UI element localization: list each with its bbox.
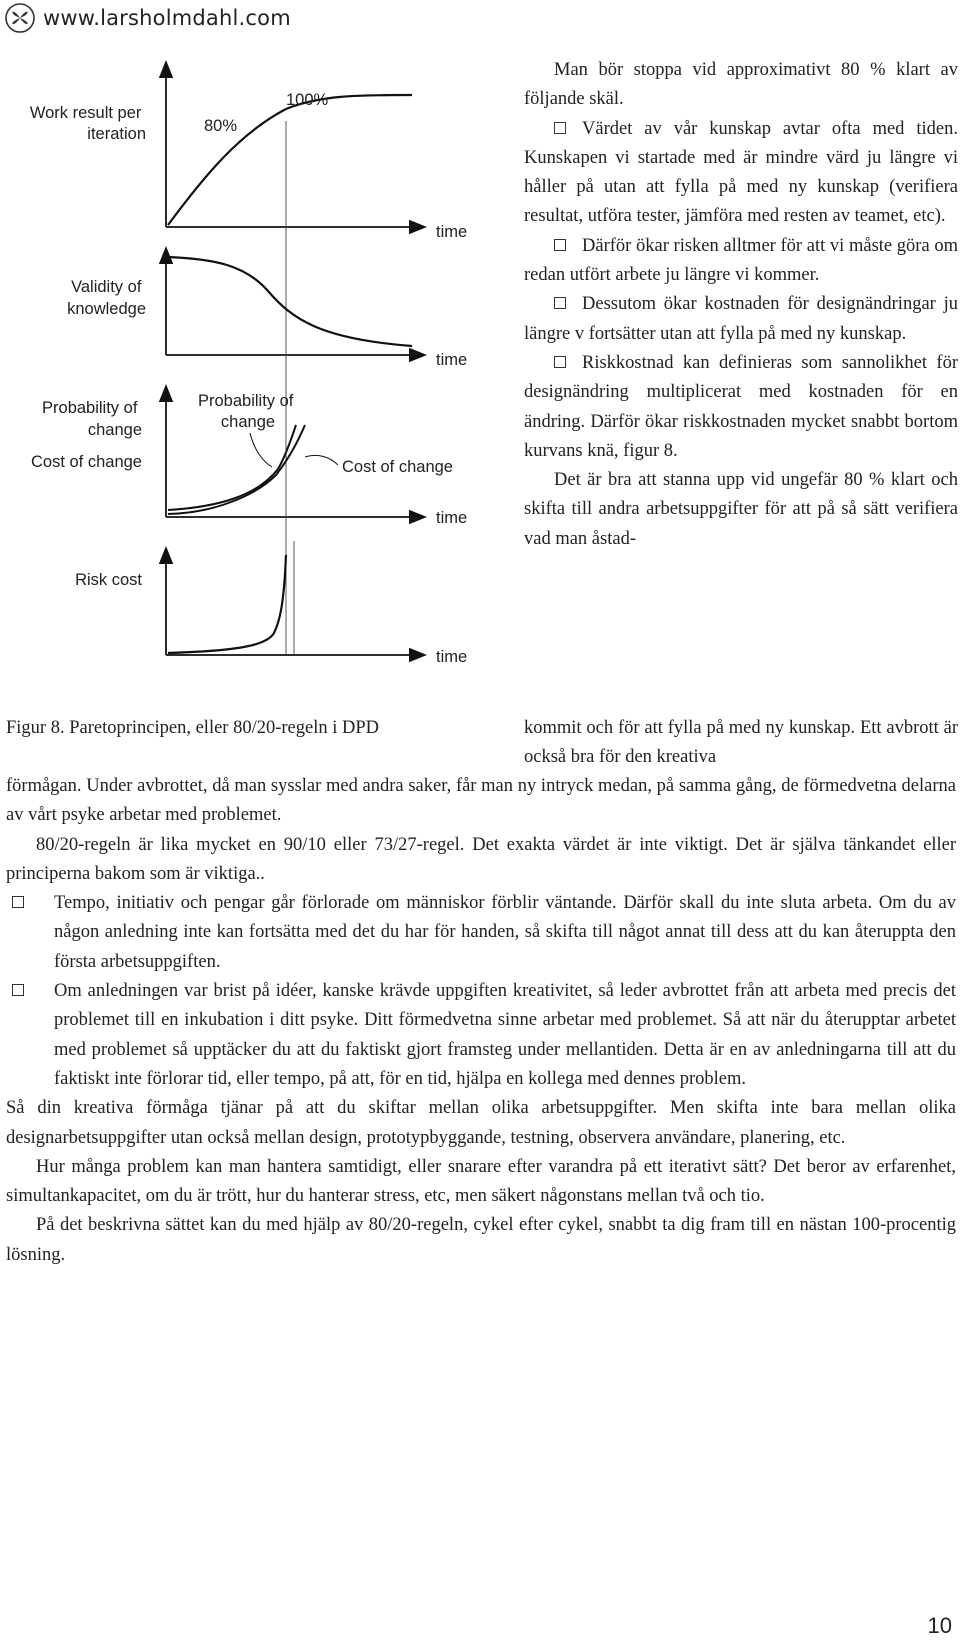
label-80pct: 80%	[204, 117, 238, 135]
label-cost-change: Cost of change	[31, 453, 142, 471]
curve-cost-change	[168, 425, 305, 514]
body-para-3: Så din kreativa förmåga tjänar på att du skiftar mellan olika arbetsuppgifter. Men skifta inte bara mellan olika designarbetsuppgifter utan också mellan design, prototypbyggande, testning, observera användare, planering, etc.	[6, 1098, 956, 1148]
checkbox-bullet-icon	[12, 896, 24, 908]
col-bullet-3: Dessutom ökar kostnaden för designändringar ju längre v fortsätter utan att fylla på med ny kunskap.	[524, 294, 958, 344]
body-para-5: På det beskrivna sättet kan du med hjälp av 80/20-regeln, cykel efter cykel, snabbt ta dig fram till en nästan 100-procentig lösning.	[6, 1215, 956, 1265]
label-time-2: time	[436, 351, 468, 369]
col-para-2-cont: kommit och för att fylla på med ny kunskap. Ett avbrott är också bra för den kreativa	[524, 718, 958, 768]
page-number: 10	[927, 1613, 952, 1638]
checkbox-bullet-icon	[554, 356, 566, 368]
checkbox-bullet-icon	[12, 984, 24, 996]
label-validity: Validity of knowledge	[67, 278, 146, 318]
col-para-2: Det är bra att stanna upp vid ungefär 80 % klart och skifta till andra arbetsuppgifter för att på så sätt verifiera vad man åstad-	[524, 470, 958, 549]
body-bullet-2: Om anledningen var brist på idéer, kanske krävde uppgiften kreativitet, så leder avbrottet från att arbeta med precis det problemet till en inkubation i ditt psyke. Ditt förmedvetna sinne arbetar med problemet. Så att när du återupptar arbetet med problemet så upptäcker du att du faktiskt gjort framsteg under mellantiden. Detta är en av anledningarna till att du faktiskt inte förlorar tid, eller tempo, på att, för en tid, hjälpa en kollega med dennes problem.	[6, 977, 956, 1094]
label-time-1: time	[436, 223, 468, 241]
right-column-continued	[524, 714, 958, 773]
checkbox-bullet-icon	[554, 297, 566, 309]
curve-risk-cost	[168, 555, 286, 653]
body-bullet-1: Tempo, initiativ och pengar går förlorade om människor förblir väntande. Därför skall du inte sluta arbeta. Om du av någon anledning inte kan fortsätta med det du har för handen, så skifta till något annat till dess att du kan återuppta den första arbetsuppgiften.	[6, 889, 956, 977]
col-bullet-2: Därför ökar risken alltmer för att vi måste göra om redan utfört arbete ju längre vi kommer.	[524, 235, 958, 286]
col-bullet-4: Riskkostnad kan definieras som sannolikhet för designändring multiplicerat med kostnaden för en ändring. Därför ökar riskkostnaden mycket snabbt bortom kurvans knä, figur 8.	[524, 352, 958, 461]
label-time-3: time	[436, 509, 468, 527]
curve-work-result	[168, 95, 412, 225]
col-bullet-1: Värdet av vår kunskap avtar ofta med tiden. Kunskapen vi startade med är mindre värd ju längre vi håller på utan att fylla på med ny kunskap (verifiera resultat, utföra tester, jämföra med resten av teamet, etc).	[524, 118, 958, 227]
label-time-4: time	[436, 648, 468, 666]
figure-caption: Figur 8. Paretoprincipen, eller 80/20-regeln i DPD	[6, 718, 379, 738]
label-work-result-l2: iteration	[87, 125, 146, 143]
pointer-cost-change	[305, 455, 338, 465]
site-url: www.larsholmdahl.com	[43, 6, 291, 30]
clover-logo-icon	[3, 3, 37, 33]
checkbox-bullet-icon	[554, 239, 566, 251]
col-intro: Man bör stoppa vid approximativt 80 % klart av följande skäl.	[524, 60, 958, 110]
body-para-1: förmågan. Under avbrottet, då man sysslar med andra saker, får man ny intryck medan, på samma gång, de förmedvetna delarna av vårt psyke arbetar med problemet.	[6, 776, 956, 826]
checkbox-bullet-icon	[554, 122, 566, 134]
label-prob-change: Probability of change	[42, 399, 142, 439]
label-100pct: 100%	[286, 91, 329, 109]
page-header	[0, 0, 291, 36]
full-width-body	[6, 772, 956, 1270]
curve-validity	[168, 257, 412, 346]
pareto-figure	[0, 55, 500, 715]
annot-prob-change: Probability of change	[198, 392, 294, 431]
body-para-4: Hur många problem kan man hantera samtidigt, eller snarare efter varandra på ett iterativt sätt? Det beror av erfarenhet, simultankapacitet, om du är trött, hur du hanterar stress, etc, men säkert någonstans mellan två och tio.	[6, 1156, 956, 1207]
curve-prob-change	[168, 425, 296, 510]
annot-cost-change: Cost of change	[342, 458, 453, 476]
label-work-result	[30, 104, 146, 143]
right-column	[524, 56, 958, 554]
body-para-2: 80/20-regeln är lika mycket en 90/10 eller 73/27-regel. Det exakta värdet är inte viktigt. Det är själva tänkandet eller principerna bakom som är viktiga..	[6, 834, 956, 884]
label-risk-cost: Risk cost	[75, 571, 142, 589]
label-work-result-l1: Work result per	[29, 104, 142, 122]
pointer-prob-change	[250, 433, 272, 467]
